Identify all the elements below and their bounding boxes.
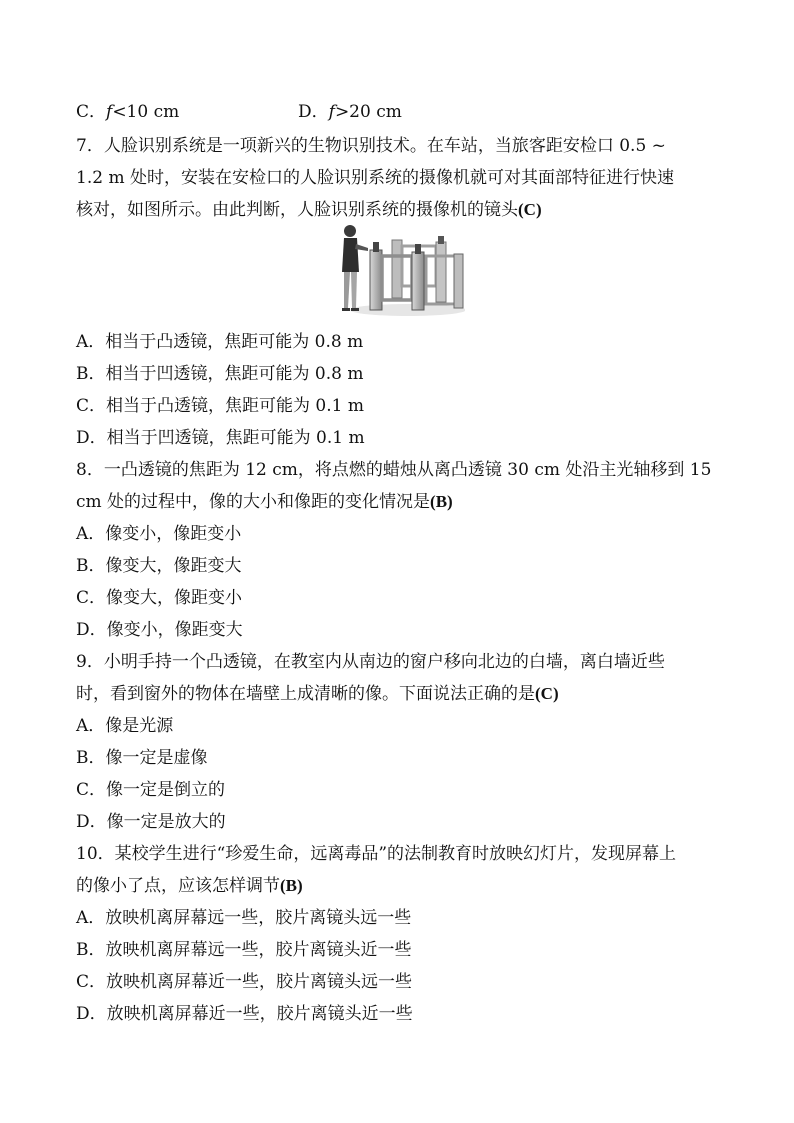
q9-option-d: D．像一定是放大的 xyxy=(76,812,226,832)
q10-answer: (B) xyxy=(280,876,303,895)
q10-stem-line2: 的像小了点，应该怎样调节(B) xyxy=(76,876,303,896)
q8-option-c: C．像变大，像距变小 xyxy=(76,588,243,608)
q8-stem-line1: 8．一凸透镜的焦距为 12 cm，将点燃的蜡烛从离凸透镜 30 cm 处沿主光轴移到 15 xyxy=(76,460,712,480)
q7-stem-line1: 7．人脸识别系统是一项新兴的生物识别技术。在车站，当旅客距安检口 0.5 ~ xyxy=(76,136,666,156)
q8-option-a: A．像变小，像距变小 xyxy=(76,524,242,544)
q7-option-d: D．相当于凹透镜，焦距可能为 0.1 m xyxy=(76,428,365,448)
q7-stem-line3: 核对，如图所示。由此判断，人脸识别系统的摄像机的镜头(C) xyxy=(76,200,542,220)
q10-stem-line1: 10．某校学生进行“珍爱生命，远离毒品”的法制教育时放映幻灯片，发现屏幕上 xyxy=(76,844,677,864)
q9-stem-line2: 时，看到窗外的物体在墙壁上成清晰的像。下面说法正确的是(C) xyxy=(76,684,559,704)
q8-option-b: B．像变大，像距变大 xyxy=(76,556,242,576)
q10-option-b: B．放映机离屏幕远一些，胶片离镜头近一些 xyxy=(76,940,412,960)
q9-stem-line1: 9．小明手持一个凸透镜，在教室内从南边的窗户移向北边的白墙，离白墙近些 xyxy=(76,652,665,672)
q7-stem-line2: 1.2 m 处时，安装在安检口的人脸识别系统的摄像机就可对其面部特征进行快速 xyxy=(76,168,674,188)
q7-option-c: C．相当于凸透镜，焦距可能为 0.1 m xyxy=(76,396,364,416)
q10-option-c: C．放映机离屏幕近一些，胶片离镜头远一些 xyxy=(76,972,413,992)
q6-option-c: C．f<10 cm xyxy=(76,102,180,122)
q7-option-b: B．相当于凹透镜，焦距可能为 0.8 m xyxy=(76,364,364,384)
q6-option-d: D．f>20 cm xyxy=(298,102,402,122)
security-gate-figure xyxy=(330,222,465,319)
q10-option-d: D．放映机离屏幕近一些，胶片离镜头近一些 xyxy=(76,1004,413,1024)
q9-option-b: B．像一定是虚像 xyxy=(76,748,208,768)
q8-option-d: D．像变小，像距变大 xyxy=(76,620,243,640)
q9-option-c: C．像一定是倒立的 xyxy=(76,780,226,800)
q6-options-row xyxy=(76,100,476,124)
q7-option-a: A．相当于凸透镜，焦距可能为 0.8 m xyxy=(76,332,364,352)
q8-answer: (B) xyxy=(430,492,453,511)
q9-option-a: A．像是光源 xyxy=(76,716,174,736)
q8-stem-line2: cm 处的过程中，像的大小和像距的变化情况是(B) xyxy=(76,492,453,512)
q9-answer: (C) xyxy=(535,684,559,703)
q10-option-a: A．放映机离屏幕远一些，胶片离镜头远一些 xyxy=(76,908,412,928)
person-at-gate-illustration xyxy=(330,222,465,319)
q7-answer: (C) xyxy=(518,200,542,219)
